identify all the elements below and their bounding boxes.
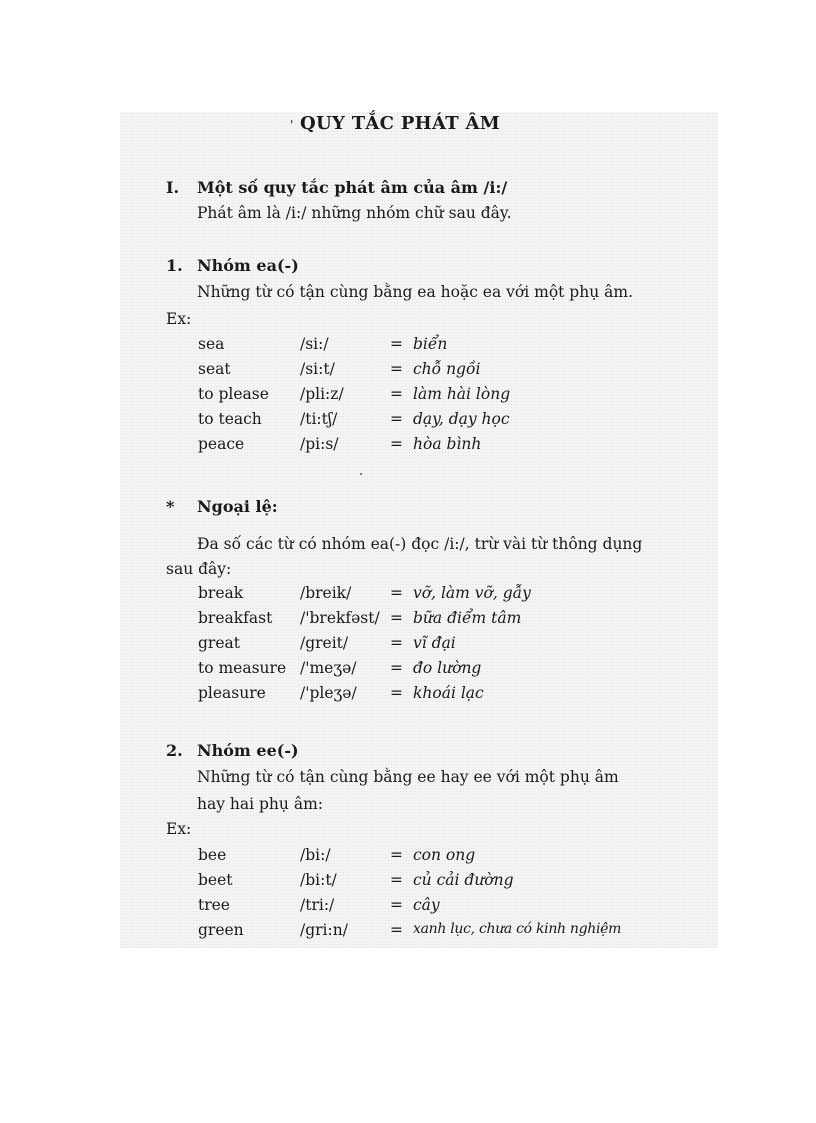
group-number: 1. [166, 256, 183, 275]
equals-sign: = [390, 410, 403, 428]
vocab-ipa: /gri:n/ [300, 921, 348, 939]
group-heading: Nhóm ee(-) [197, 741, 299, 760]
page-title: QUY TẮC PHÁT ÂM [300, 113, 501, 134]
vocab-word: to teach [198, 410, 262, 428]
vocab-ipa: /pi:s/ [300, 435, 339, 453]
equals-sign: = [390, 385, 403, 403]
exception-bullet: * [166, 497, 175, 516]
vocab-word: break [198, 584, 244, 602]
vocab-meaning: hòa bình [413, 435, 482, 453]
vocab-word: peace [198, 435, 245, 453]
equals-sign: = [390, 584, 403, 602]
vocab-word: bee [198, 846, 227, 864]
equals-sign: = [390, 435, 403, 453]
vocab-meaning: củ cải đường [413, 871, 514, 889]
exception-description-line: sau đây: [166, 560, 232, 578]
group-number: 2. [166, 741, 183, 760]
vocab-meaning: vĩ đại [413, 634, 456, 652]
equals-sign: = [390, 634, 403, 652]
equals-sign: = [390, 684, 403, 702]
group-description-line: Những từ có tận cùng bằng ee hay ee với một phụ âm [197, 768, 619, 786]
equals-sign: = [390, 896, 403, 914]
vocab-meaning: xanh lục, chưa có kinh nghiệm [413, 921, 622, 937]
vocab-word: sea [198, 335, 225, 353]
vocab-ipa: /si:t/ [300, 360, 335, 378]
equals-sign: = [390, 659, 403, 677]
section-heading: Một số quy tắc phát âm của âm /i:/ [197, 178, 508, 197]
vocab-meaning: dạy, dạy học [413, 410, 510, 428]
vocab-word: beet [198, 871, 233, 889]
equals-sign: = [390, 921, 403, 939]
vocab-meaning: khoái lạc [413, 684, 484, 702]
group-description-line: hay hai phụ âm: [197, 795, 323, 813]
vocab-ipa: /bi:/ [300, 846, 331, 864]
equals-sign: = [390, 871, 403, 889]
speck-mark [360, 473, 362, 475]
section-intro: Phát âm là /i:/ những nhóm chữ sau đây. [197, 204, 512, 222]
vocab-meaning: đo lường [413, 659, 482, 677]
stray-mark: ' [290, 118, 294, 132]
section-number: I. [166, 178, 180, 197]
vocab-word: green [198, 921, 244, 939]
vocab-ipa: /'pleʒə/ [300, 684, 357, 702]
vocab-word: breakfast [198, 609, 273, 627]
equals-sign: = [390, 609, 403, 627]
vocab-ipa: /ti:tʃ/ [300, 410, 338, 428]
group-description: Những từ có tận cùng bằng ea hoặc ea với một phụ âm. [197, 283, 633, 301]
vocab-word: to please [198, 385, 269, 403]
vocab-meaning: cây [413, 896, 440, 914]
equals-sign: = [390, 335, 403, 353]
exception-description-line: Đa số các từ có nhóm ea(-) đọc /i:/, trừ vài từ thông dụng [197, 535, 643, 553]
vocab-meaning: chỗ ngồi [413, 360, 481, 378]
vocab-ipa: /si:/ [300, 335, 329, 353]
vocab-ipa: /'brekfəst/ [300, 609, 380, 627]
equals-sign: = [390, 360, 403, 378]
vocab-ipa: /tri:/ [300, 896, 335, 914]
vocab-ipa: /bi:t/ [300, 871, 337, 889]
vocab-word: great [198, 634, 240, 652]
example-label: Ex: [166, 820, 192, 838]
equals-sign: = [390, 846, 403, 864]
group-heading: Nhóm ea(-) [197, 256, 299, 275]
vocab-word: tree [198, 896, 230, 914]
vocab-meaning: con ong [413, 846, 476, 864]
vocab-ipa: /'meʒə/ [300, 659, 357, 677]
vocab-meaning: vỡ, làm vỡ, gẫy [413, 584, 531, 602]
example-label: Ex: [166, 310, 192, 328]
vocab-meaning: biển [413, 335, 448, 353]
vocab-word: to measure [198, 659, 287, 677]
vocab-ipa: /breik/ [300, 584, 352, 602]
vocab-meaning: làm hài lòng [413, 385, 511, 403]
exception-heading: Ngoại lệ: [197, 497, 278, 516]
vocab-meaning: bữa điểm tâm [413, 609, 522, 627]
vocab-ipa: /greit/ [300, 634, 349, 652]
vocab-ipa: /pli:z/ [300, 385, 344, 403]
vocab-word: pleasure [198, 684, 266, 702]
vocab-word: seat [198, 360, 231, 378]
